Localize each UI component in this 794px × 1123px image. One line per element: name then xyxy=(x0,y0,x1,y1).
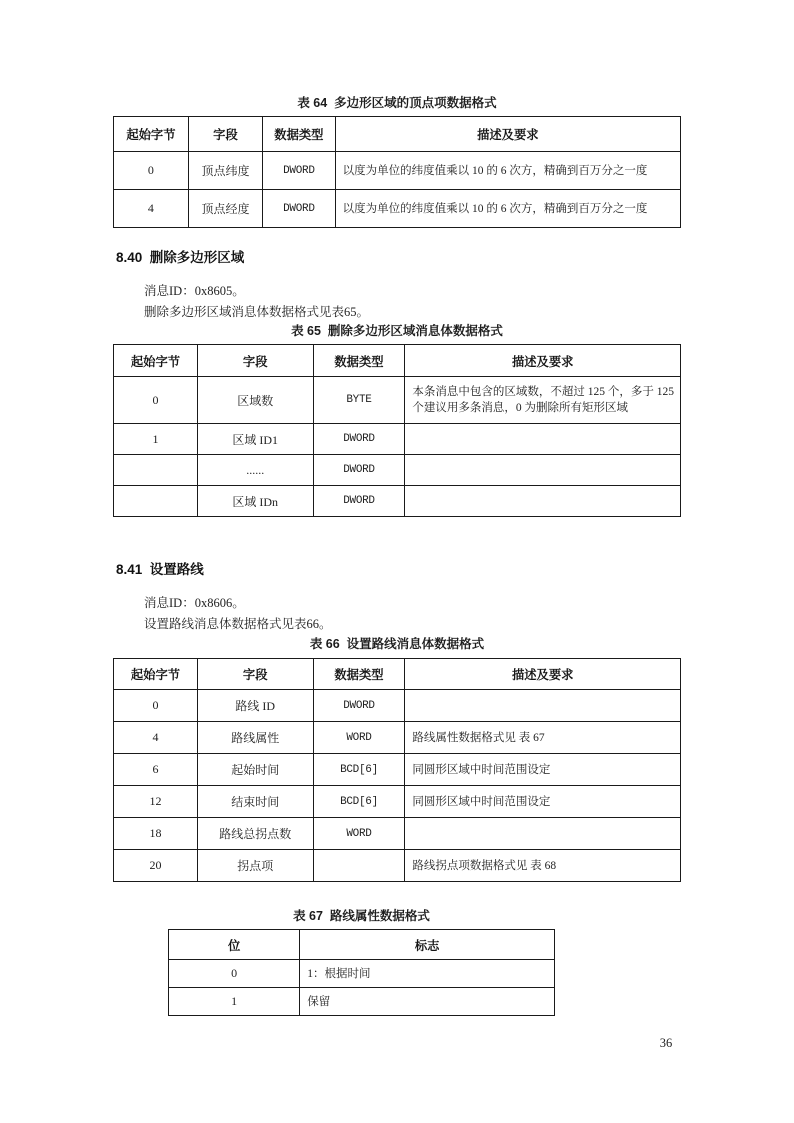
table-cell: 顶点经度 xyxy=(188,190,262,228)
table-cell: 1：根据时间 xyxy=(300,960,555,988)
table-row xyxy=(169,988,555,1016)
page-content xyxy=(113,0,681,1016)
table-reference-paragraph: 删除多边形区域消息体数据格式见表65。 xyxy=(144,305,370,319)
column-header: 描述及要求 xyxy=(335,117,680,152)
table-cell: 同圆形区域中时间范围设定 xyxy=(405,754,681,786)
table-cell: DWORD xyxy=(313,690,405,722)
table-row xyxy=(114,455,681,486)
column-header: 字段 xyxy=(197,345,313,377)
table-cell xyxy=(114,455,198,486)
column-header: 起始字节 xyxy=(114,117,189,152)
section-heading-8-40: 8.40 删除多边形区域 xyxy=(116,250,245,265)
table-cell: 结束时间 xyxy=(197,786,313,818)
table-row xyxy=(114,486,681,517)
table-cell: 1 xyxy=(169,988,300,1016)
table-row xyxy=(114,377,681,424)
message-id-paragraph: 消息ID：0x8606。 xyxy=(144,596,245,610)
table-row xyxy=(114,818,681,850)
table-cell xyxy=(114,486,198,517)
table-cell: 路线 ID xyxy=(197,690,313,722)
table-header-row xyxy=(114,345,681,377)
table-header-row xyxy=(114,659,681,690)
table-67-block xyxy=(168,908,555,1016)
table-cell: 拐点项 xyxy=(197,850,313,882)
table-cell xyxy=(405,690,681,722)
section-heading-8-41: 8.41 设置路线 xyxy=(116,562,204,577)
table-cell: 顶点纬度 xyxy=(188,152,262,190)
table-cell: BYTE xyxy=(313,377,405,424)
table-row xyxy=(114,424,681,455)
table-cell: DWORD xyxy=(263,152,336,190)
table-cell: 18 xyxy=(114,818,198,850)
column-header: 起始字节 xyxy=(114,659,198,690)
table-cell: 4 xyxy=(114,190,189,228)
table-cell: DWORD xyxy=(313,424,405,455)
table-cell: 路线总拐点数 xyxy=(197,818,313,850)
table-cell: 0 xyxy=(114,690,198,722)
table-cell: 区域 IDn xyxy=(197,486,313,517)
table-row xyxy=(114,722,681,754)
table-cell xyxy=(405,818,681,850)
table-row xyxy=(114,754,681,786)
table-cell xyxy=(313,850,405,882)
table-cell xyxy=(405,455,681,486)
table-cell xyxy=(405,486,681,517)
table-cell: 4 xyxy=(114,722,198,754)
table-cell: 0 xyxy=(114,152,189,190)
table-66 xyxy=(113,658,681,882)
table-cell: 0 xyxy=(114,377,198,424)
table-row xyxy=(114,152,681,190)
column-header: 位 xyxy=(169,930,300,960)
column-header: 起始字节 xyxy=(114,345,198,377)
table-cell: 12 xyxy=(114,786,198,818)
table-row xyxy=(169,960,555,988)
table-row xyxy=(114,190,681,228)
page-number: 36 xyxy=(659,1036,673,1050)
table-row xyxy=(114,690,681,722)
table-cell: 0 xyxy=(169,960,300,988)
table-66-caption: 表 66 设置路线消息体数据格式 xyxy=(309,637,485,651)
table-cell: 6 xyxy=(114,754,198,786)
table-row xyxy=(114,786,681,818)
table-cell: BCD[6] xyxy=(313,754,405,786)
message-id-paragraph: 消息ID：0x8605。 xyxy=(144,284,245,298)
table-cell: 区域 ID1 xyxy=(197,424,313,455)
table-cell: 区域数 xyxy=(197,377,313,424)
table-cell: ...... xyxy=(197,455,313,486)
table-cell: 以度为单位的纬度值乘以 10 的 6 次方，精确到百万分之一度 xyxy=(335,190,680,228)
column-header: 数据类型 xyxy=(313,659,405,690)
column-header: 数据类型 xyxy=(263,117,336,152)
table-reference-paragraph: 设置路线消息体数据格式见表66。 xyxy=(144,617,332,631)
table-row xyxy=(114,850,681,882)
table-cell: 路线拐点项数据格式见 表 68 xyxy=(405,850,681,882)
table-67-caption: 表 67 路线属性数据格式 xyxy=(293,909,430,923)
column-header: 描述及要求 xyxy=(405,345,681,377)
table-cell: BCD[6] xyxy=(313,786,405,818)
table-67 xyxy=(168,929,555,1016)
column-header: 描述及要求 xyxy=(405,659,681,690)
column-header: 字段 xyxy=(197,659,313,690)
column-header: 字段 xyxy=(188,117,262,152)
table-65 xyxy=(113,344,681,517)
table-cell: DWORD xyxy=(313,486,405,517)
column-header: 标志 xyxy=(300,930,555,960)
table-cell: DWORD xyxy=(263,190,336,228)
table-cell: 1 xyxy=(114,424,198,455)
table-cell: DWORD xyxy=(313,455,405,486)
table-cell: 以度为单位的纬度值乘以 10 的 6 次方，精确到百万分之一度 xyxy=(335,152,680,190)
table-cell: 20 xyxy=(114,850,198,882)
table-cell: WORD xyxy=(313,722,405,754)
table-header-row xyxy=(169,930,555,960)
table-64-caption: 表 64 多边形区域的顶点项数据格式 xyxy=(297,96,497,110)
table-header-row xyxy=(114,117,681,152)
table-cell: 起始时间 xyxy=(197,754,313,786)
table-65-caption: 表 65 删除多边形区域消息体数据格式 xyxy=(291,324,503,338)
table-cell: 同圆形区域中时间范围设定 xyxy=(405,786,681,818)
table-cell: 本条消息中包含的区域数，不超过 125 个，多于 125 个建议用多条消息，0 为删除所有矩形区域 xyxy=(405,377,681,424)
table-cell: 路线属性 xyxy=(197,722,313,754)
table-cell: 保留 xyxy=(300,988,555,1016)
table-cell xyxy=(405,424,681,455)
column-header: 数据类型 xyxy=(313,345,405,377)
table-cell: 路线属性数据格式见 表 67 xyxy=(405,722,681,754)
table-cell: WORD xyxy=(313,818,405,850)
table-64 xyxy=(113,116,681,228)
